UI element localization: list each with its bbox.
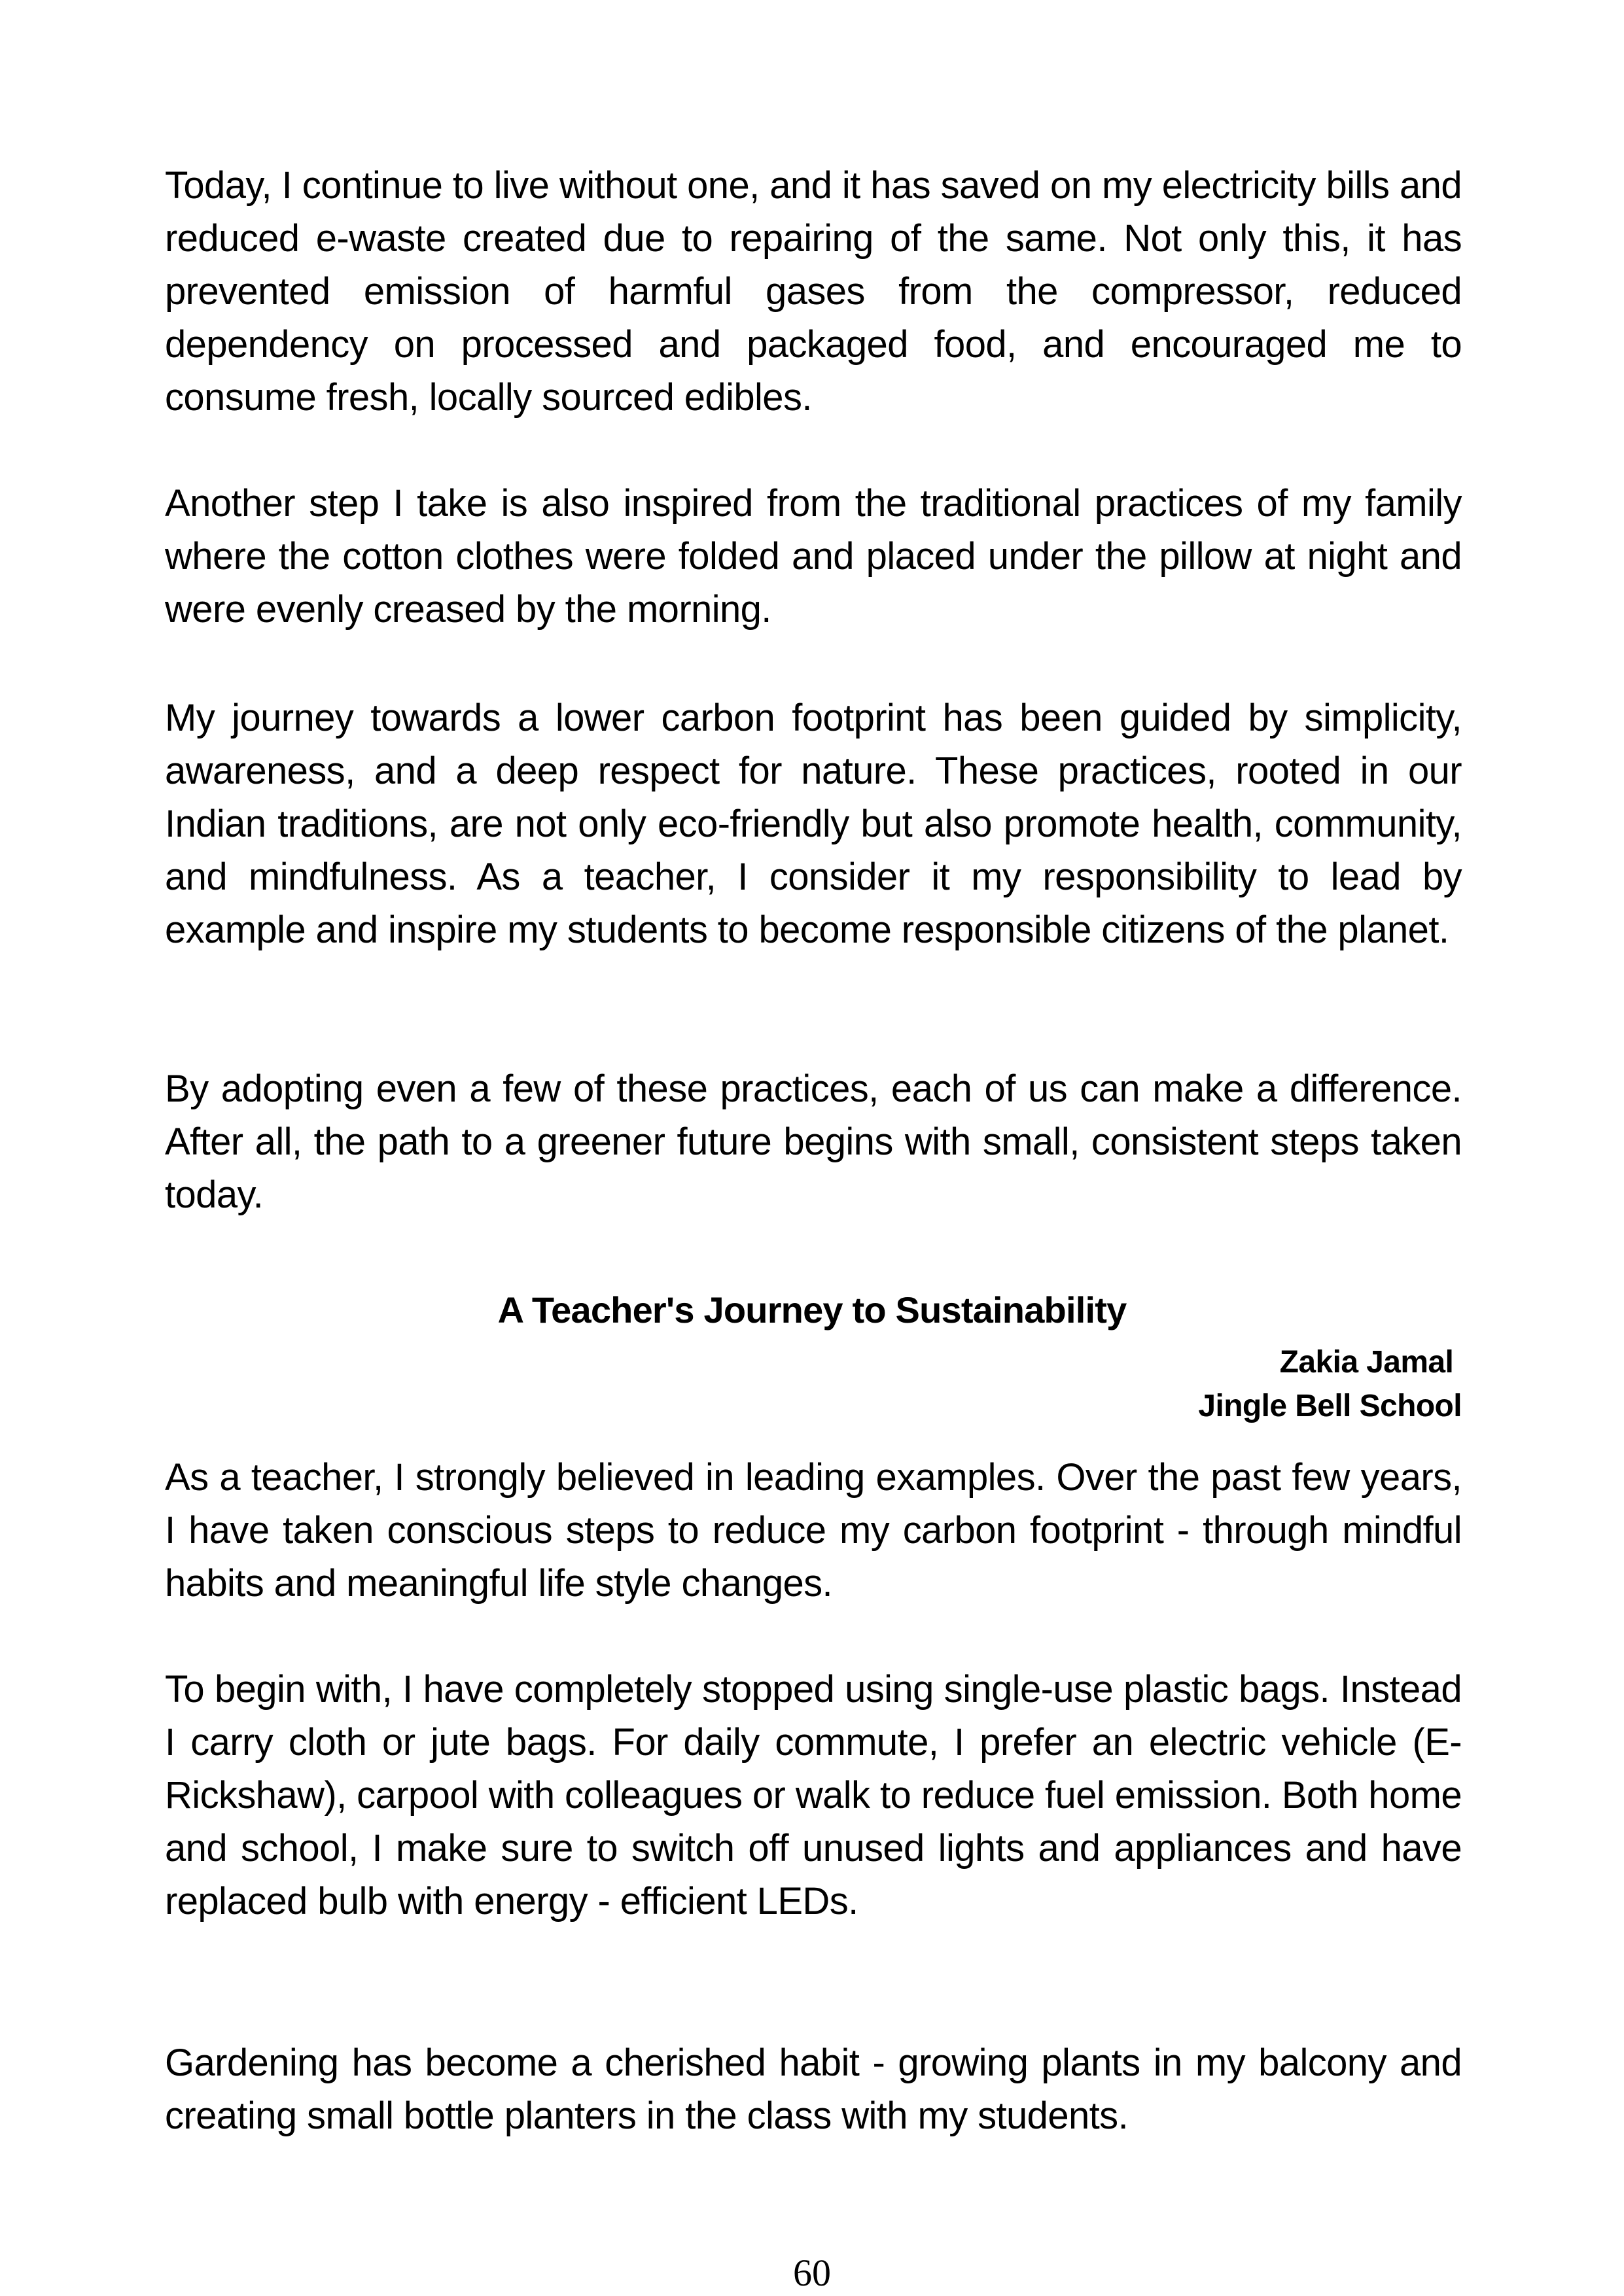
previous-article-paragraph-2: Another step I take is also inspired from the traditional practices of my family where the cotton clothes were folded and placed under the pillow at night and were evenly creased by the morning. (165, 482, 1462, 631)
author-name: Zakia Jamal (1279, 1345, 1462, 1380)
previous-article-paragraph-3: My journey towards a lower carbon footprint has been guided by simplicity, awareness, and a deep respect for nature. These practices, rooted in our Indian traditions, are not only eco-friendly but also promote health, community, and mindfulness. As a teacher, I consider it my responsibility to lead by example and inspire my students to become responsible citizens of the planet. (165, 697, 1462, 951)
article-title: A Teacher's Journey to Sustainability (497, 1289, 1127, 1331)
previous-article-paragraph-1: Today, I continue to live without one, and it has saved on my electricity bills and reduced e-waste created due to repairing of the same. Not only this, it has prevented emission of harmful gases from the compressor, reduced dependency on processed and packaged food, and encouraged me to consume fresh, locally sourced edibles. (165, 164, 1462, 419)
previous-article-paragraph-4: By adopting even a few of these practices, each of us can make a difference. After all, the path to a greener future begins with small, consistent steps taken today. (165, 1068, 1462, 1216)
article-paragraph-2: To begin with, I have completely stopped using single-use plastic bags. Instead I carry cloth or jute bags. For daily commute, I prefer an electric vehicle (E-Rickshaw), carpool with colleagues or walk to reduce fuel emission. Both home and school, I make sure to switch off unused lights and appliances and have replaced bulb with energy - efficient LEDs. (165, 1668, 1462, 1922)
author-school: Jingle Bell School (1198, 1389, 1462, 1423)
page-number: 60 (793, 2252, 831, 2294)
article-paragraph-3: Gardening has become a cherished habit - growing plants in my balcony and creating small bottle planters in the class with my students. (165, 2042, 1462, 2137)
article-paragraph-1: As a teacher, I strongly believed in leading examples. Over the past few years, I have taken conscious steps to reduce my carbon footprint - through mindful habits and meaningful life style changes. (165, 1456, 1462, 1605)
